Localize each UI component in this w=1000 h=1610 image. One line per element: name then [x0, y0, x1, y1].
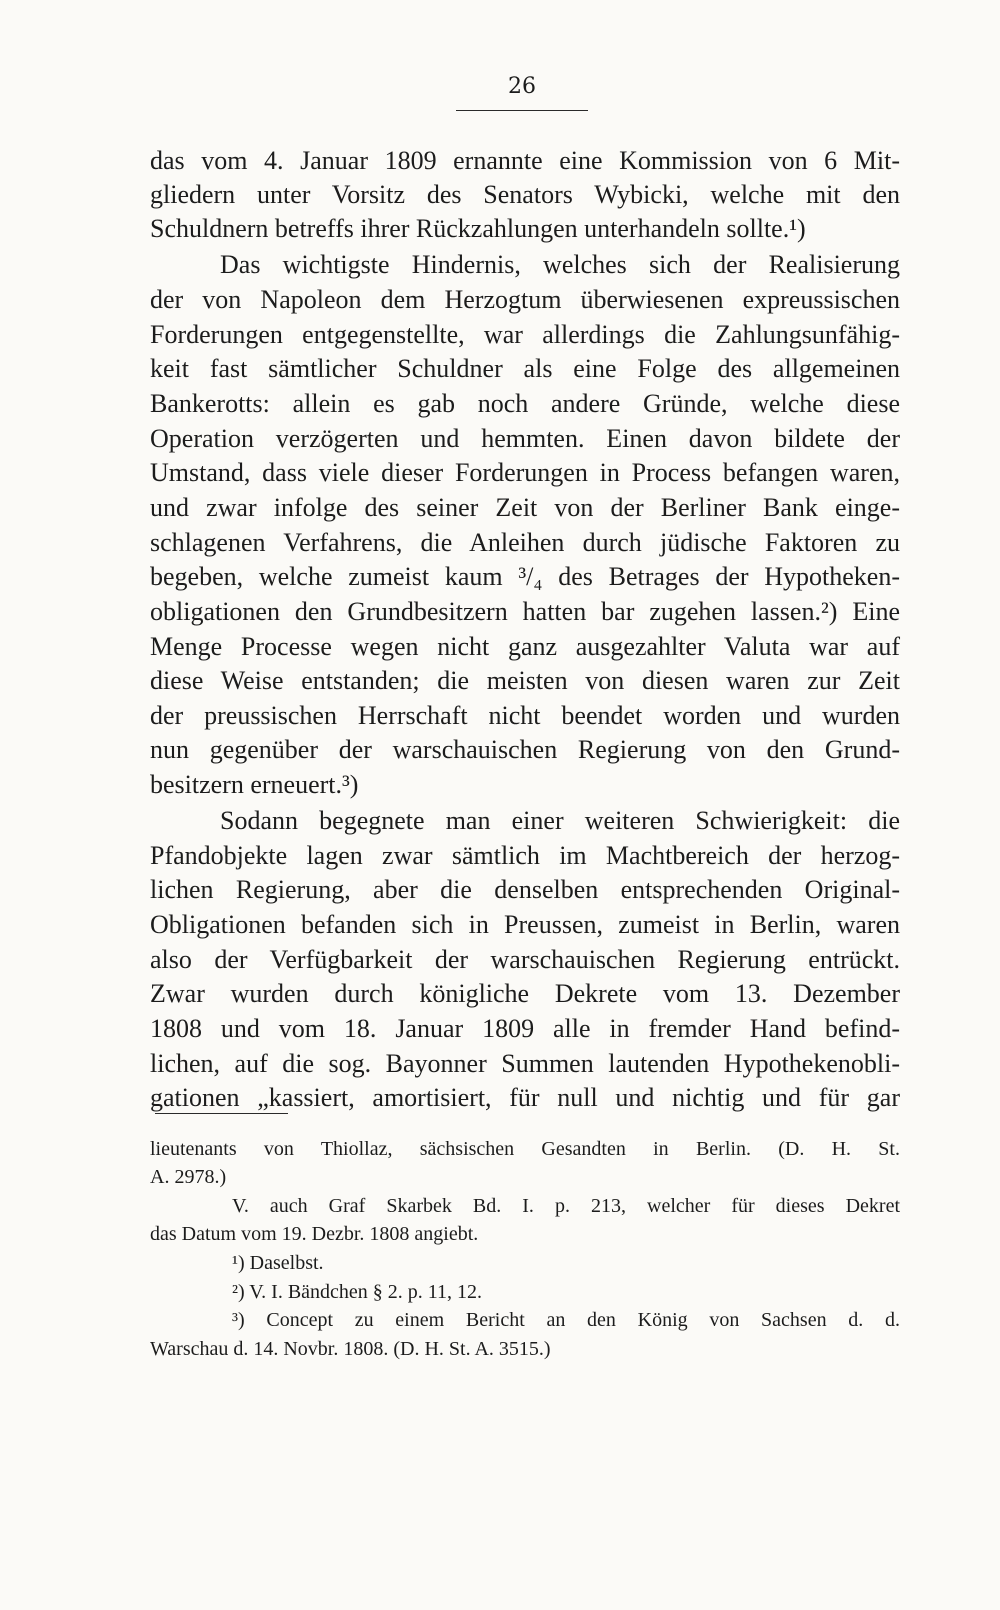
body-line: obligationen den Grundbesitzern hatten bar zugehen lassen.²) Eine: [150, 597, 900, 626]
body-line: Umstand, dass viele dieser Forderungen in Process befangen waren,: [150, 458, 900, 487]
body-line: Schuldnern betreffs ihrer Rückzahlungen unterhandeln sollte.¹): [150, 214, 806, 243]
body-line: lichen Regierung, aber die denselben entsprechenden Original-: [150, 875, 900, 904]
footnote-line: ³) Concept zu einem Bericht an den König von Sachsen d. d.: [232, 1309, 900, 1331]
body-line: gationen „kassiert, amortisiert, für null und nichtig und für gar: [150, 1083, 900, 1112]
body-line: begeben, welche zumeist kaum ³/₄ des Betrages der Hypotheken-: [150, 562, 900, 591]
body-line: der von Napoleon dem Herzogtum überwiesenen expreussischen: [150, 285, 900, 314]
footnote-line: A. 2978.): [150, 1166, 227, 1188]
body-line: besitzern erneuert.³): [150, 770, 359, 799]
body-line: nun gegenüber der warschauischen Regierung von den Grund-: [150, 735, 900, 764]
body-line: und zwar infolge des seiner Zeit von der Berliner Bank einge-: [150, 493, 900, 522]
footnote-rule: [155, 1113, 288, 1114]
footnote-line: ²) V. I. Bändchen § 2. p. 11, 12.: [232, 1281, 483, 1303]
body-line: Obligationen befanden sich in Preussen, zumeist in Berlin, waren: [150, 910, 900, 939]
body-line: Menge Processe wegen nicht ganz ausgezahlter Valuta war auf: [150, 632, 900, 661]
body-line: diese Weise entstanden; die meisten von diesen waren zur Zeit: [150, 666, 900, 695]
body-line: Forderungen entgegenstellte, war allerdings die Zahlungsunfähig-: [150, 320, 900, 349]
body-line: gliedern unter Vorsitz des Senators Wybicki, welche mit den: [150, 180, 900, 209]
body-line: schlagenen Verfahrens, die Anleihen durch jüdische Faktoren zu: [150, 528, 900, 557]
body-line: das vom 4. Januar 1809 ernannte eine Kommission von 6 Mit-: [150, 146, 900, 175]
body-line: 1808 und vom 18. Januar 1809 alle in fremder Hand befind-: [150, 1014, 900, 1043]
body-line: Bankerotts: allein es gab noch andere Gründe, welche diese: [150, 389, 900, 418]
body-line: der preussischen Herrschaft nicht beendet worden und wurden: [150, 701, 900, 730]
body-line: Das wichtigste Hindernis, welches sich der Realisierung: [220, 250, 900, 279]
footnote-line: das Datum vom 19. Dezbr. 1808 angiebt.: [150, 1223, 479, 1245]
footnote-line: ¹) Daselbst.: [232, 1252, 324, 1274]
page-number-rule: [456, 110, 588, 111]
body-line: lichen, auf die sog. Bayonner Summen lautenden Hypothekenobli-: [150, 1049, 900, 1078]
body-line: keit fast sämtlicher Schuldner als eine Folge des allgemeinen: [150, 354, 900, 383]
footnote-line: V. auch Graf Skarbek Bd. I. p. 213, welcher für dieses Dekret: [232, 1195, 900, 1217]
body-line: Pfandobjekte lagen zwar sämtlich im Machtbereich der herzog-: [150, 841, 900, 870]
footnote-line: lieutenants von Thiollaz, sächsischen Gesandten in Berlin. (D. H. St.: [150, 1138, 900, 1160]
body-line: also der Verfügbarkeit der warschauischen Regierung entrückt.: [150, 945, 900, 974]
body-line: Operation verzögerten und hemmten. Einen davon bildete der: [150, 424, 900, 453]
body-line: Sodann begegnete man einer weiteren Schwierigkeit: die: [220, 806, 900, 835]
page-number: 26: [508, 74, 536, 99]
footnote-line: Warschau d. 14. Novbr. 1808. (D. H. St. A. 3515.): [150, 1338, 551, 1360]
body-line: Zwar wurden durch königliche Dekrete vom 13. Dezember: [150, 979, 900, 1008]
